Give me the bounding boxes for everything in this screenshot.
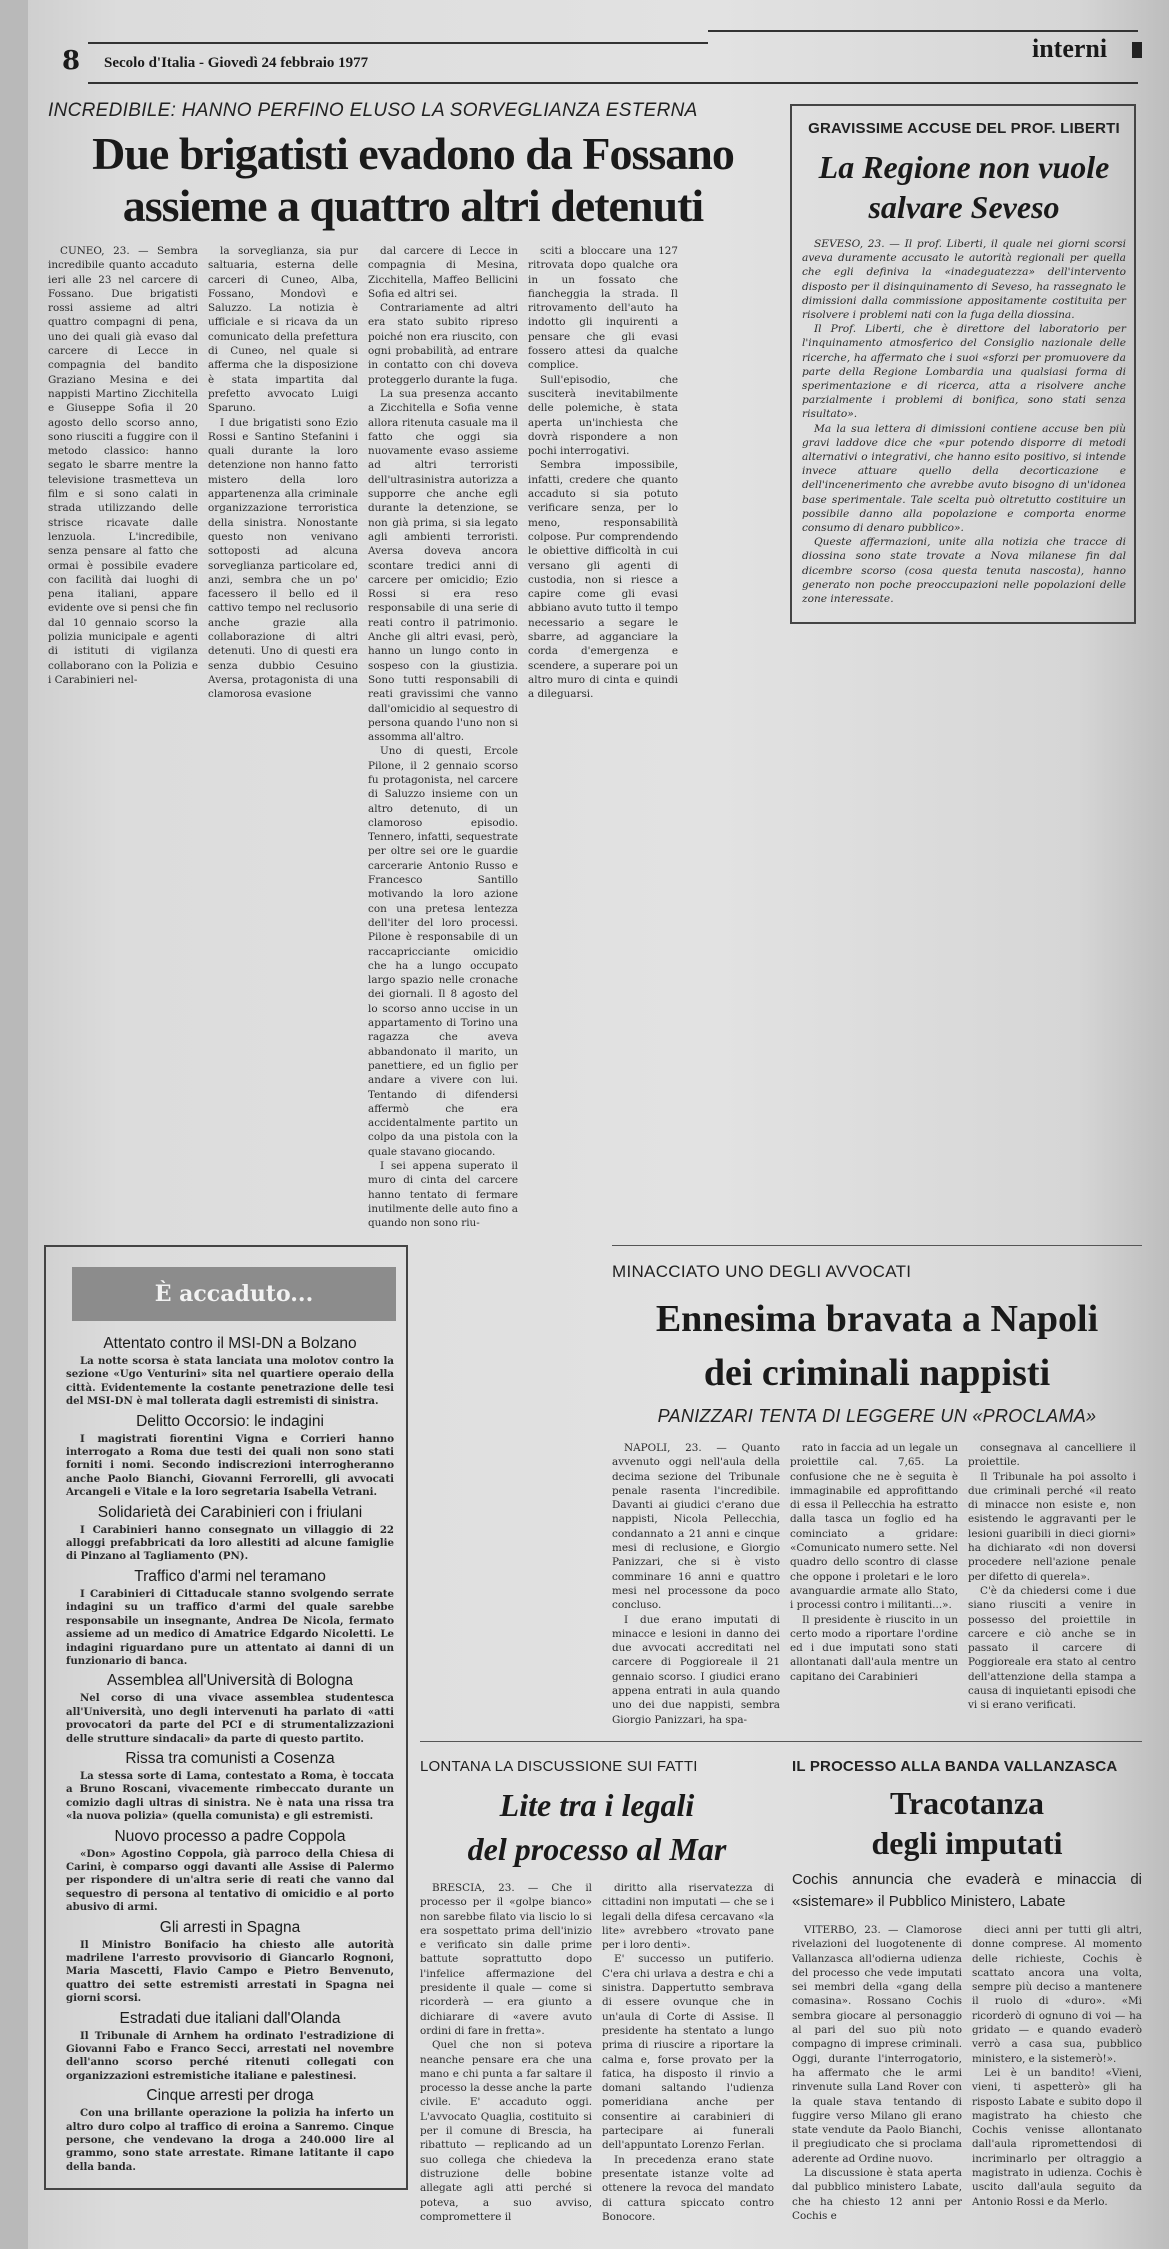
napoli-paragraph: Il Tribunale ha poi assolto i due criminali perché «il reato di minacce non esiste e, non esistendo le aggravanti per le lesioni guaribili in dieci giorni» ha dichiarato «di non doversi procedere nell'azione penale per difetto di querela». [968, 1470, 1136, 1583]
brief-item [66, 1919, 394, 2006]
fossano-paragraph: I sei appena superato il muro di cinta del carcere hanno tentato di fermare inutilmente delle auto fino a quando non sono riu- [368, 1160, 518, 1230]
fossano-paragraph: la sorveglianza, sia pur saltuaria, esterna delle carceri di Cuneo, Alba, Fossano, Mondovì e Saluzzo. La notizia è ufficiale e si ricava da un comunicato della prefettura di Cuneo, nel quale si afferma che la disposizione è stata impartita dal prefetto avvocato Luigi Sparuno. [208, 245, 358, 415]
vallanzasca-kicker: IL PROCESSO ALLA BANDA VALLANZASCA [792, 1758, 1118, 1775]
fossano-paragraph: Contrariamente ad altri era stato subito ripreso poiché non era riuscito, con ogni probabilità, ad entrare in contatto con chi doveva proteggerlo durante la fuga. [368, 302, 518, 386]
fossano-col-1 [48, 244, 198, 687]
page-number: 8 [62, 46, 81, 76]
napoli-paragraph: consegnava al cancelliere il proiettile. [968, 1442, 1136, 1469]
napoli-article [612, 1245, 1142, 1727]
vallanzasca-headline-1: Tracotanza [889, 1785, 1045, 1821]
mar-paragraph: E' successo un putiferio. C'era chi urlava a destra e chi a sinistra. Dappertutto sembrava di essere ovunque che in un'aula di Corte di Assise. Il presidente ha stentato a lungo prima di riuscire a riportare la calma e, forse provato per la fatica, ha disposto il rinvio a domani saltando l'udienza pomeridiana anche per consentire ai carabinieri di partecipare ai funerali dell'appuntato Lorenzo Ferlan. [602, 1953, 774, 2152]
brief-item [66, 1672, 394, 1746]
brief-item [66, 1504, 394, 1564]
napoli-paragraph: I due erano imputati di minacce e lesioni in danno dei due avvocati accreditati nel carcere di Poggioreale il 21 gennaio scorso. I giudici erano appena entrati in aula quando uno dei due nappisti, sembra Giorgio Panizzari, ha spa- [612, 1613, 780, 1726]
fossano-paragraph: sciti a bloccare una 127 ritrovata dopo qualche ora in un fossato che fiancheggia la strada. Il ritrovamento dell'auto ha indotto gli inquirenti a pensare che gli evasi fossero attesi da qualche complice. [528, 245, 678, 372]
brief-text: Nel corso di una vivace assemblea studentesca all'Università, uno degli intervenuti ha parlato di «atti provocatori da parte del PCI e di strumentalizzazioni delle strutture sindacali» da parte di questo partito. [66, 1692, 394, 1745]
mar-article [420, 1758, 774, 2224]
vallanzasca-paragraph: VITERBO, 23. — Clamorose rivelazioni del luogotenente di Vallanzasca all'odierna udienza del processo che vede imputati sei membri della «gang della comasina». Rossano Cochis sembra giocare al personaggio al pari del suo più noto compagno di imprese criminali. Oggi, durante l'interrogatorio, ha affermato che le armi rinvenute sulla Land Rover con la quale stava tentando di fuggire verso Milano gli erano state vendute da Paolo Bianchi, il pregiudicato che si proclama aderente ad Ordine nuovo. [792, 1924, 962, 2165]
seveso-box [790, 104, 1136, 624]
vallanzasca-paragraph: La discussione è stata aperta dal pubblico ministero Labate, che ha chiesto 12 anni per Cochis e [792, 2167, 962, 2222]
mar-col-2 [602, 1881, 774, 2224]
vallanzasca-subhead: Cochis annuncia che evaderà e minaccia di «sistemare» il Pubblico Ministero, Labate [792, 1871, 1142, 1910]
seveso-headline-2: salvare Seveso [868, 189, 1060, 225]
seveso-body [802, 237, 1126, 606]
brief-item [66, 1568, 394, 1668]
fossano-col-3 [368, 244, 518, 1230]
mar-kicker: LONTANA LA DISCUSSIONE SUI FATTI [420, 1758, 698, 1775]
mar-headline-2: del processo al Mar [467, 1831, 727, 1867]
brief-item [66, 1828, 394, 1915]
masthead-top-rule [88, 42, 708, 44]
mar-paragraph: In precedenza erano state presentate istanze volte ad ottenere la revoca del mandato di cattura spiccato contro Bonocore. [602, 2153, 774, 2223]
fossano-paragraph: Sull'episodio, che susciterà inevitabilmente delle polemiche, è stata aperta un'inchiesta che dovrà rispondere a non pochi interrogativi. [528, 373, 678, 458]
brief-text: La stessa sorte di Lama, contestato a Roma, è toccata a Bruno Roscani, vivacemente rimbeccato durante un comizio dagli ultras di sinistra. Ne è nata una rissa tra «la nuova polizia» (quella comunista) e gli estremisti. [66, 1769, 394, 1823]
fossano-kicker: INCREDIBILE: HANNO PERFINO ELUSO LA SORVEGLIANZA ESTERNA [48, 100, 698, 121]
mar-paragraph: BRESCIA, 23. — Che il processo per il «golpe bianco» non sarebbe filato via liscio lo si era sospettato prima dell'inizio e verificato sin dalle prime battute soprattutto dopo l'infelice affermazione del presidente il quale — come si ricorderà — era giunto a dichiarare di «avere avuto ordini di fare in fretta». [420, 1882, 592, 2037]
brief-title: Nuovo processo a padre Coppola [114, 1827, 346, 1845]
mar-col-1 [420, 1881, 592, 2224]
brief-title: Delitto Occorsio: le indagini [136, 1412, 324, 1430]
brief-item [66, 1335, 394, 1409]
napoli-subhead: PANIZZARI TENTA DI LEGGERE UN «PROCLAMA» [657, 1406, 1097, 1426]
brief-item [66, 2087, 394, 2174]
napoli-paragraph: Il presidente è riuscito in un certo modo a riportare l'ordine ed i due imputati sono stati allontanati dall'aula mentre un capitano dei Carabinieri [790, 1613, 958, 1683]
briefs-banner: È accaduto... [72, 1267, 396, 1321]
seveso-paragraph: Ma la sua lettera di dimissioni contiene accuse ben più gravi laddove dice che «pur potendo disporre di metodi alternativi o integrativi, che hanno esito positivo, si intende invece attuare quello della decorticazione e dell'incenerimento che avrebbe avuto bisogno di un'idonea base sperimentale. Tale scelta può oltretutto costituire un possibile danno alla popolazione e comporta enorme consumo di denaro pubblico». [802, 422, 1126, 535]
vallanzasca-paragraph: dieci anni per tutti gli altri, donne comprese. Al momento delle richieste, Cochis è scattato ancora una volta, sempre più deciso a mantenere il ruolo di «duro». «Mi ricorderò di ognuno di voi — ha gridato — e quando evaderò verrò a casa sua, pubblico ministero, e la sistemerò!». [972, 1924, 1142, 2065]
mar-paragraph: diritto alla riservatezza di cittadini non imputati — che se i legali della difesa cercavano «la lite» avrebbero «trovato pane per i loro denti». [602, 1882, 774, 1952]
brief-item [66, 1413, 394, 1500]
brief-text: Con una brillante operazione la polizia ha inferto un altro duro colpo al traffico di eroina a Sanremo. Cinque persone, che vendevano la droga a 240.000 lire al grammo, sono state arrestate. Rimane latitante il capo della banda. [66, 2107, 394, 2173]
brief-text: I Carabinieri di Cittaducale stanno svolgendo serrate indagini su un traffico d'armi del quale sarebbe responsabile un insegnante, Andrea De Nicola, fermato assieme ad un medico di Amatrice Edgardo Nicoletti. Le indagini riguardano pure un attentato ai danni di un funzionario di banca. [66, 1587, 394, 1667]
brief-title: Attentato contro il MSI-DN a Bolzano [103, 1335, 357, 1352]
brief-title: Assemblea all'Università di Bologna [107, 1672, 353, 1690]
brief-title: Traffico d'armi nel teramano [134, 1567, 326, 1585]
napoli-kicker: MINACCIATO UNO DEGLI AVVOCATI [612, 1262, 912, 1281]
fossano-paragraph: Uno di questi, Ercole Pilone, il 2 gennaio scorso fu protagonista, nel carcere di Saluzzo insieme con un altro detenuto, di un clamoroso episodio. Tennero, infatti, sequestrate per oltre sei ore le guardie carcerarie Antonio Russo e Francesco Santillo motivando la loro azione con una pretesa lentezza dell'iter del loro processi. Pilone è responsabile di un raccapricciante omicidio che ha a lungo occupato largo spazio nelle cronache dei giornali. Il 8 agosto del lo scorso anno uccise in un appartamento di Torino una ragazza che aveva abbandonato il marito, un panettiere, ed un figlio per andare a vivere con lui. Tentando di difendersi affermò che era accidentalmente partito un colpo da una pistola con la quale stavano giocando. [368, 745, 518, 1158]
brief-text: «Don» Agostino Coppola, già parroco della Chiesa di Carini, è comparso oggi davanti alle Assise di Palermo per rispondere di un'altra serie di reati che vanno dal sequestro di persona al tentativo di omicidio e al porto abusivo di armi. [66, 1847, 394, 1914]
vallanzasca-paragraph: Lei è un bandito! «Vieni, vieni, ti aspetterò» gli ha risposto Labate e subito dopo il magistrato ha chiesto che Cochis venisse allontanato dall'aula ripromettendosi di incriminarlo per oltraggio a magistrato in udienza. Cochis è uscito dall'aula seguito da Antonio Rossi e da Merlo. [972, 2066, 1142, 2208]
brief-title: Estradati due italiani dall'Olanda [119, 2009, 341, 2027]
lower-section [420, 1741, 1142, 2224]
brief-title: Gli arresti in Spagna [159, 1918, 301, 1936]
paper-date-line: Secolo d'Italia - Giovedì 24 febbraio 1977 [104, 55, 369, 71]
napoli-paragraph: C'è da chiedersi come i due siano riusciti a venire in possesso del proiettile in carcere e ciò anche se in passato il carcere di Poggioreale era stato al centro dell'attenzione della stampa a causa di inquietanti episodi che vi si erano verificati. [968, 1584, 1136, 1712]
seveso-paragraph: SEVESO, 23. — Il prof. Liberti, il quale nei giorni scorsi aveva duramente accusato le autorità regionali per quella che egli definiva la «inadeguatezza» dell'intervento disposto per il disinquinamento di Seveso, ha rassegnato le dimissioni dalla commissione appositamente costituita per risolvere i problemi nati con la fuga della diossina. [802, 238, 1126, 322]
fossano-paragraph: La sua presenza accanto a Zicchitella e Sofia venne allora ritenuta casuale ma il fatto che oggi sia nuovamente evaso assieme ad altri terroristi dell'ultrasinistra autorizza a supporre che anche egli durante la detenzione, se non già prima, si sia legato agli ambienti terroristi. Aversa doveva ancora scontare tredici anni di carcere per omicidio; Ezio Rossi si era reso responsabile di una serie di reati contro il patrimonio. Anche gli altri evasi, però, hanno un lungo conto in sospeso con la giustizia. Sono tutti responsabili di reati gravissimi che vanno dall'omicidio al sequestro di persona quando l'uno non si assomma all'altro. [368, 387, 518, 744]
seveso-kicker: GRAVISSIME ACCUSE DEL PROF. LIBERTI [808, 120, 1120, 137]
masthead-top-rule-right [708, 30, 1138, 32]
brief-item [66, 2010, 394, 2084]
section-marker [1132, 42, 1142, 58]
fossano-paragraph: I due brigatisti sono Ezio Rossi e Santino Stefanini i quali durante la loro detenzione non hanno fatto mistero della loro appartenenza alla criminale organizzazione terroristica della sinistra. Nonostante questo non venivano sottoposti ad alcuna sorveglianza particolare ed, anzi, sembra che un po' facessero il bello ed il cattivo tempo nel reclusorio anche grazie alla collaborazione di altri detenuti. Uno di questi era senza dubbio Cesuino Aversa, protagonista di una clamorosa evasione [208, 416, 358, 701]
fossano-headline-2: assieme a quattro altri detenuti [122, 180, 704, 231]
mar-paragraph: Quel che non si poteva neanche pensare era che una mano e chi punta a far saltare il processo la desse anche la parte civile. E' accaduto oggi. L'avvocato Quaglia, costituito si per il comune di Brescia, ha ribattuto — replicando ad un suo collega che chiedeva la distruzione delle bobine allegate agli atti perché si poteva, a suo avviso, compromettere il [420, 2039, 592, 2223]
seveso-paragraph: Queste affermazioni, unite alla notizia che tracce di diossina sono state trovate a Nova milanese fin dal dicembre scorso (cosa questa tenuta nascosta), hanno generato non poche preoccupazioni nelle popolazioni delle zone interessate. [802, 536, 1126, 606]
seveso-headline-1: La Regione non vuole [818, 149, 1110, 185]
napoli-col-2 [790, 1441, 958, 1684]
fossano-article [48, 100, 778, 1230]
brief-title: Cinque arresti per droga [146, 2087, 314, 2105]
brief-text: Il Tribunale di Arnhem ha ordinato l'estradizione di Giovanni Fabo e Franco Secci, arrestati nel novembre dell'anno scorso perché ritenuti collegati con organizzazioni estremistiche italiane e palestinesi. [66, 2029, 394, 2082]
vallanzasca-col-2 [972, 1923, 1142, 2209]
brief-text: I magistrati fiorentini Vigna e Corrieri hanno interrogato a Roma due testi dei quali non sono stati forniti i nomi. Secondo indiscrezioni interrogheranno anche Paolo Bianchi, Giovanni Ferrorelli, gli avvocati Arcangeli e Vitale e la loro segretaria Isabella Vetrani. [66, 1432, 394, 1499]
fossano-paragraph: dal carcere di Lecce in compagnia di Mesina, Zicchitella, Maffeo Bellicini Sofia ed altri sei. [368, 245, 518, 300]
napoli-headline-1: Ennesima bravata a Napoli [655, 1298, 1099, 1340]
fossano-col-4 [528, 244, 678, 702]
fossano-paragraph: Sembra impossibile, infatti, credere che quanto accaduto si sia potuto verificare senza, per lo meno, responsabilità colpose. Pur comprendendo le obiettive difficoltà in cui versano gli agenti di custodia, non si riesce a capire come gli evasi abbiano avuto tutto il tempo necessario a segare le sbarre, ad agganciare la corda d'emergenza e scendere, a superare poi un altro muro di cinta e quindi a dileguarsi. [528, 459, 678, 701]
brief-title: Rissa tra comunisti a Cosenza [125, 1749, 335, 1767]
fossano-col-2 [208, 244, 358, 702]
masthead-bottom-rule [88, 82, 1138, 84]
brief-text: I Carabinieri hanno consegnato un villaggio di 22 alloggi prefabbricati da loro allestiti ad alcune famiglie di Pinzano al Tagliamento (PN). [66, 1523, 394, 1563]
vallanzasca-article [792, 1758, 1142, 2223]
fossano-paragraph: CUNEO, 23. — Sembra incredibile quanto accaduto ieri alle 23 nel carcere di Fossano. Due brigatisti rossi assieme ad altri quattro compagni di pena, uno dei quali già evaso dal carcere di Lecce in compagnia del bandito Graziano Mesina e dei nappisti Martino Zicchitella e Giuseppe Sofia il 20 agosto dello scorso anno, sono riusciti a fuggire con il metodo classico: hanno segato le sbarre mentre la televisione trasmetteva un film e si sono calati in strada utilizzando delle strisce ricavate dalle lenzuola. L'incredibile, senza pensare al fatto che ormai è possibile evadere con facilità dai luoghi di pena italiani, appare evidente ove si pensi che fin dal 10 gennaio scorso la polizia municipale e agenti di istituti di vigilanza collaborano con la Polizia e i Carabinieri nel- [48, 245, 198, 686]
vallanzasca-headline-2: degli imputati [871, 1825, 1063, 1861]
brief-item [66, 1750, 394, 1824]
brief-text: Il Ministro Bonifacio ha chiesto alle autorità madrilene l'arresto provvisorio di Giancarlo Rognoni, Maria Mascetti, Flavio Campo e Pietro Benvenuto, quattro dei sette estremisti arrestati in Spagna nei giorni scorsi. [66, 1938, 394, 2005]
napoli-paragraph: rato in faccia ad un legale un proiettile cal. 7,65. La confusione che ne è seguita è immaginabile ed approfittando di essa il Pellecchia ha estratto dalla tasca un foglio ed ha cominciato a gridare: «Comunicato numero sette. Nel quadro dello scontro di classe che oppone i proletari e le loro avanguardie armate allo Stato, i processi contro i militanti...». [790, 1442, 958, 1612]
brief-text: La notte scorsa è stata lanciata una molotov contro la sezione «Ugo Venturini» sita nel quartiere operaio della città. Evidentemente la costante penetrazione delle tesi del MSI-DN è mal tollerata dagli estremisti di sinistra. [66, 1355, 394, 1408]
brief-title: Solidarietà dei Carabinieri con i friulani [97, 1503, 363, 1521]
napoli-paragraph: NAPOLI, 23. — Quanto avvenuto oggi nell'aula della decima sezione del Tribunale penale rasenta l'incredibile. Davanti ai giudici c'erano due nappisti, Nicola Pellecchia, condannato a 21 anni e cinque mesi di reclusione, e Giorgio Panizzari, che si è visto comminare 16 anni e quattro mesi nel processone da poco concluso. [612, 1442, 780, 1612]
napoli-headline-2: dei criminali nappisti [703, 1352, 1051, 1394]
briefs-list [46, 1335, 406, 2174]
seveso-paragraph: Il Prof. Liberti, che è direttore del laboratorio per l'inquinamento atmosferico del Consiglio nazionale delle ricerche, ha affermato che i suoi «sforzi per promuovere da parte della Regione Lombardia una qualsiasi forma di sperimentazione e di ricerca, atta a risolvere anche parzialmente i problemi di bonifica, sono stati senza risultato». [802, 323, 1126, 421]
napoli-col-1 [612, 1441, 780, 1727]
briefs-box [44, 1245, 408, 2190]
section-title: interni [1032, 34, 1108, 63]
napoli-col-3 [968, 1441, 1136, 1713]
vallanzasca-col-1 [792, 1923, 962, 2223]
mar-headline-1: Lite tra i legali [499, 1787, 695, 1823]
fossano-headline-1: Due brigatisti evadono da Fossano [92, 128, 734, 179]
